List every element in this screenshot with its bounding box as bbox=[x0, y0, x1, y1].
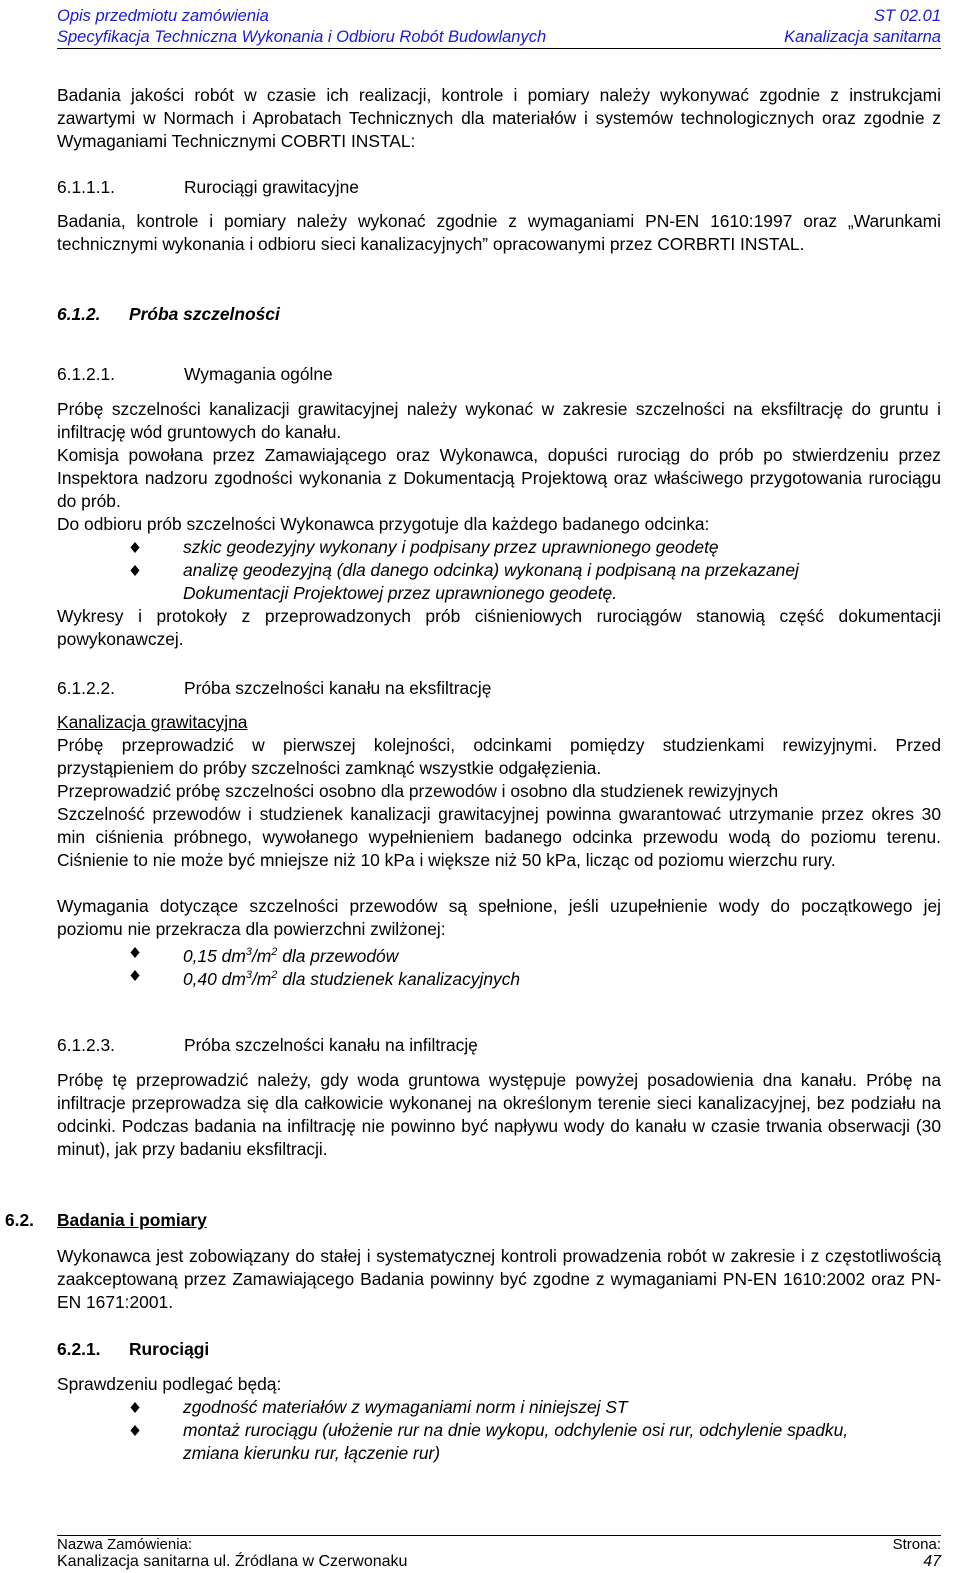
footer-order-label: Nazwa Zamówienia: bbox=[57, 1536, 193, 1553]
heading-title: Wymagania ogólne bbox=[184, 364, 333, 384]
heading-title: Próba szczelności kanału na eksfiltrację bbox=[184, 678, 492, 698]
paragraph-6-1-2-2-d: Wymagania dotyczące szczelności przewodów są spełnione, jeśli uzupełnienie wody do początkowego jej poziomu nie przekracza dla powierzchni zwilżonej: bbox=[57, 896, 941, 939]
paragraph-6-1-2-1-b: Komisja powołana przez Zamawiającego oraz Wykonawca, dopuści rurociąg do prób po stwierdzeniu przez Inspektora nadzoru zgodności wykonania z Dokumentacją Projektową oraz właściwego przygotowania rurociągu do prób. bbox=[57, 445, 941, 511]
heading-number: 6.1.2.3. bbox=[57, 1035, 116, 1055]
header-row-1 bbox=[57, 6, 941, 26]
diamond-bullet-icon bbox=[130, 565, 140, 576]
heading-title: Badania i pomiary bbox=[57, 1210, 207, 1230]
paragraph-6-1-2-3: Próbę tę przeprowadzić należy, gdy woda gruntowa występuje powyżej posadowienia dna kanału. Próbę na infiltracje przeprowadza się dla całkowicie wykonanej na określonym terenie sieci kanalizacyjnej, bez podziału na odcinki. Podczas badania na infiltrację nie powinno być napływu wody do kanału w czasie trwania obserwacji (30 minut), jak przy badaniu eksfiltracji. bbox=[57, 1070, 941, 1159]
header-doc-type: Opis przedmiotu zamówienia bbox=[57, 7, 269, 25]
paragraph-6-1-2-1-d: Wykresy i protokoły z przeprowadzonych prób ciśnieniowych rurociągów stanowią część dokumentacji powykonawczej. bbox=[57, 606, 941, 649]
header-spec-code: ST 02.01 bbox=[874, 7, 941, 25]
diamond-bullet-icon bbox=[130, 947, 140, 958]
paragraph-6-2: Wykonawca jest zobowiązany do stałej i systematycznej kontroli prowadzenia robót w zakresie i z częstotliwością zaakceptowaną przez Zamawiającego Badania powinny być zgodne z wymaganiami PN-EN 1610:2002 oraz PN-EN 1671:2001. bbox=[57, 1246, 941, 1312]
heading-title: Próba szczelności kanału na infiltrację bbox=[184, 1035, 478, 1055]
footer-row-2 bbox=[57, 1553, 941, 1571]
paragraph-6-1-2-2-c: Szczelność przewodów i studzienek kanalizacji grawitacyjnej powinna gwarantować utrzymanie przez okres 30 min ciśnienia próbnego, wywołanego wypełnieniem badanego odcinka przewodu wodą do poziomu terenu. Ciśnienie to nie może być mniejsze niż 10 kPa i większe niż 50 kPa, licząc od poziomu wierzchu rury. bbox=[57, 804, 941, 870]
footer-row-1 bbox=[57, 1536, 941, 1554]
heading-number: 6.2.1. bbox=[57, 1339, 101, 1359]
paragraph-6-1-1-1: Badania, kontrole i pomiary należy wykonać zgodnie z wymaganiami PN-EN 1610:1997 oraz „Warunkami technicznymi wykonania i odbioru sieci kanalizacyjnych” opracowanymi przez CORBRTI INSTAL. bbox=[57, 211, 941, 254]
header-row-2 bbox=[57, 27, 941, 47]
heading-title: Rurociągi bbox=[129, 1339, 210, 1359]
heading-number: 6.1.2.2. bbox=[57, 678, 116, 698]
paragraph-6-1-2-2-a: Próbę przeprowadzić w pierwszej kolejności, odcinkami pomiędzy studzienkami rewizyjnymi. Przed przystąpieniem do próby szczelności zamknąć wszystkie odgałęzienia. bbox=[57, 735, 941, 778]
diamond-bullet-icon bbox=[130, 970, 140, 981]
heading-number: 6.2. bbox=[5, 1210, 35, 1230]
paragraph-6-1-2-1-a: Próbę szczelności kanalizacji grawitacyjnej należy wykonać w zakresie szczelności na eksfiltrację do gruntu i infiltrację wód gruntowych do kanału. bbox=[57, 399, 941, 442]
footer-page-label: Strona: bbox=[892, 1536, 941, 1553]
footer-page-number: 47 bbox=[923, 1553, 941, 1570]
subheading-gravity-sewer: Kanalizacja grawitacyjna bbox=[57, 712, 248, 732]
heading-title: Próba szczelności bbox=[129, 304, 280, 324]
paragraph-6-1-2-2-b: Przeprowadzić próbę szczelności osobno dla przewodów i osobno dla studzienek rewizyjnych bbox=[57, 781, 779, 801]
heading-title: Rurociągi grawitacyjne bbox=[184, 177, 359, 197]
paragraph-6-2-1: Sprawdzeniu podlegać będą: bbox=[57, 1374, 282, 1394]
heading-number: 6.1.2. bbox=[57, 304, 101, 324]
heading-number: 6.1.1.1. bbox=[57, 177, 116, 197]
diamond-bullet-icon bbox=[130, 542, 140, 553]
diamond-bullet-icon bbox=[130, 1402, 140, 1413]
footer-order-name: Kanalizacja sanitarna ul. Źródlana w Czerwonaku bbox=[57, 1553, 408, 1570]
header-spec-title: Specyfikacja Techniczna Wykonania i Odbioru Robót Budowlanych bbox=[57, 28, 547, 46]
intro-paragraph: Badania jakości robót w czasie ich realizacji, kontrole i pomiary należy wykonywać zgodnie z instrukcjami zawartymi w Normach i Aprobatach Technicznych dla materiałów i systemów technologicznych oraz zgodnie z Wymaganiami Technicznymi COBRTI INSTAL: bbox=[57, 85, 941, 151]
header-section-name: Kanalizacja sanitarna bbox=[784, 28, 941, 46]
heading-number: 6.1.2.1. bbox=[57, 364, 116, 384]
header-divider bbox=[57, 48, 941, 49]
diamond-bullet-icon bbox=[130, 1425, 140, 1436]
paragraph-6-1-2-1-c: Do odbioru prób szczelności Wykonawca przygotuje dla każdego badanego odcinka: bbox=[57, 514, 710, 534]
